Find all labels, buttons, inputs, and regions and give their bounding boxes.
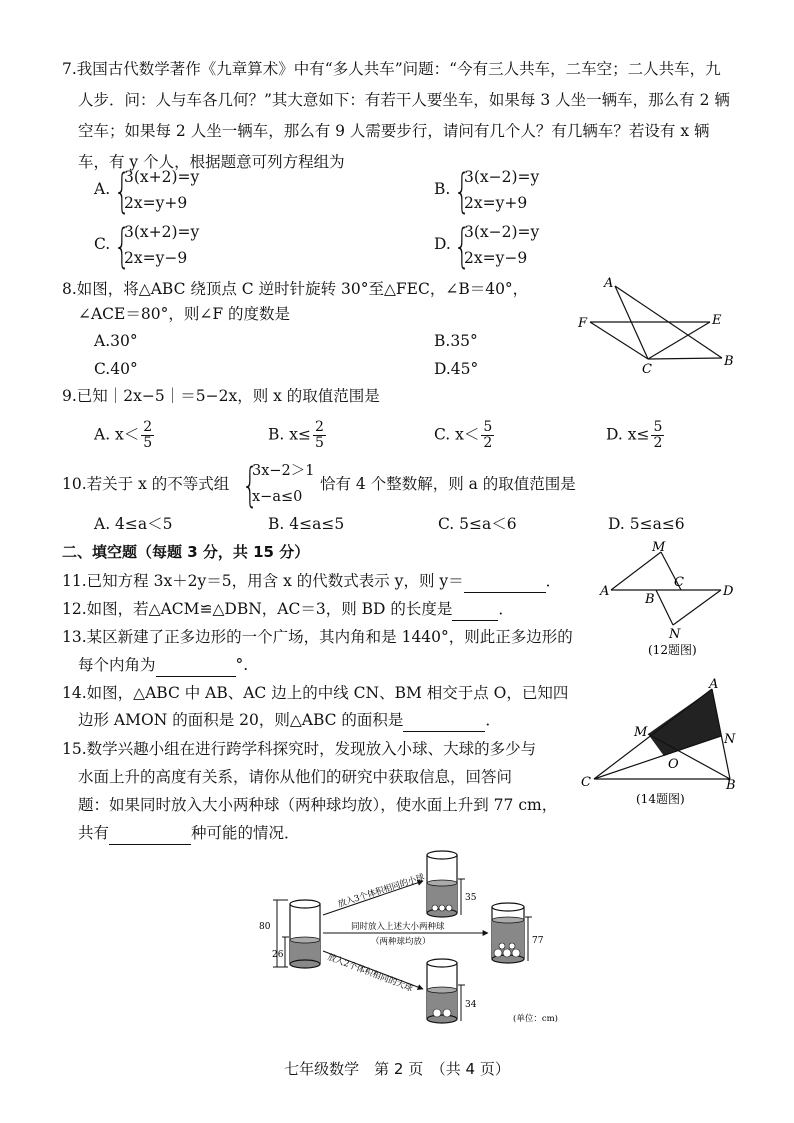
option-text: A. x＜ <box>94 425 140 444</box>
q14-caption: (14题图) <box>636 792 685 806</box>
fraction <box>481 420 494 451</box>
label-A: A <box>709 677 719 692</box>
label-F: F <box>578 316 588 331</box>
q13-line1: 13.某区新建了正多边形的一个广场，其内角和是 1440°，则此正多边形的 <box>62 628 573 646</box>
q11-text: 11.已知方程 3x＋2y＝5，用含 x 的代数式表示 y，则 y＝ <box>62 572 464 590</box>
q9-option-c <box>434 420 494 451</box>
q12-caption: (12题图) <box>648 643 697 657</box>
q10-ineq2: x−a≤0 <box>252 489 303 505</box>
label-N: N <box>669 627 681 642</box>
q7-line3: 空车；如果每 2 人坐一辆车，那么有 9 人需要步行，请问有几个人？有几辆车？若设有 x 辆 <box>78 122 710 140</box>
q11 <box>62 570 561 593</box>
numerator: 5 <box>653 419 663 435</box>
q12-end: ． <box>498 600 514 618</box>
q7-line1: 7.我国古代数学著作《九章算术》中有“多人共车”问题：“今有三人共车，二车空；二人共车，九 <box>62 60 721 78</box>
q12 <box>62 598 514 621</box>
q10-option-b: B. 4≤a≤5 <box>268 515 345 533</box>
q15-line1: 15.数学兴趣小组在进行跨学科探究时，发现放入小球、大球的多少与 <box>62 740 537 758</box>
label-C: C <box>674 575 684 590</box>
q9-option-d <box>606 420 664 451</box>
section-heading-fill-blank: 二、填空题（每题 3 分，共 15 分） <box>62 543 310 561</box>
q15-line3: 题：如果同时放入大小两种球（两种球均放），使水面上升到 77 cm， <box>78 796 558 814</box>
eq-line: 2x=y−9 <box>464 249 528 267</box>
q8-line2: ∠ACE＝80°，则∠F 的度数是 <box>78 305 290 323</box>
label-M: M <box>634 725 648 740</box>
answer-blank[interactable] <box>156 654 236 677</box>
numerator: 2 <box>143 419 153 435</box>
fraction <box>313 420 326 451</box>
label-E: E <box>712 313 722 328</box>
height-34: 34 <box>465 1000 477 1010</box>
brace-icon: { <box>454 164 471 218</box>
q15-end: 种可能的情况． <box>191 824 300 842</box>
arrow-mid-label: 同时放入上述大小两种球 <box>351 922 445 932</box>
height-80: 80 <box>259 922 271 932</box>
numerator: 2 <box>314 419 324 435</box>
q10-ineq1: 3x−2＞1 <box>252 463 315 479</box>
eq-line: 2x=y+9 <box>464 194 528 212</box>
q14-line1: 14.如图，△ABC 中 AB、AC 边上的中线 CN、BM 相交于点 O，已知四 <box>62 684 569 702</box>
label-B: B <box>726 778 736 793</box>
eq-line: 2x=y+9 <box>124 194 188 212</box>
height-35: 35 <box>465 893 477 903</box>
q8-figure <box>572 270 742 380</box>
q11-end: ． <box>545 572 562 590</box>
q9-option-a <box>94 420 154 451</box>
label-D: D <box>723 584 734 599</box>
cylinder-initial <box>259 900 320 968</box>
q13-line2 <box>78 654 248 677</box>
q9-line1: 9.已知｜2x−5｜＝5−2x，则 x 的取值范围是 <box>62 387 380 405</box>
q14-line2 <box>78 709 501 732</box>
answer-blank[interactable] <box>464 570 546 593</box>
q10-suffix: 恰有 4 个整数解，则 a 的取值范围是 <box>320 475 576 493</box>
q8-option-b: B.35° <box>434 332 478 350</box>
q12-figure <box>596 538 746 658</box>
cylinder-large-balls <box>427 959 477 1023</box>
q15-line2: 水面上升的高度有关系，请你从他们的研究中获取信息，回答问 <box>78 768 513 786</box>
brace-icon: { <box>114 164 131 218</box>
denominator: 2 <box>653 435 663 451</box>
q13-end: °. <box>235 656 249 674</box>
arrow-bottom-label: 放入2个体积相同的大球 <box>325 952 414 995</box>
label-M: M <box>652 540 666 555</box>
eq-line: 2x=y−9 <box>124 249 188 267</box>
q12-text: 12.如图，若△ACM≌△DBN，AC＝3，则 BD 的长度是 <box>62 600 453 618</box>
answer-blank[interactable] <box>109 822 191 845</box>
q10-option-a: A. 4≤a＜5 <box>94 515 173 533</box>
shaded-region <box>648 689 721 756</box>
label-C: C <box>581 775 591 790</box>
q10-prefix: 10.若关于 x 的不等式组 <box>62 475 230 493</box>
q10-option-d: D. 5≤a≤6 <box>608 515 685 533</box>
cylinder-small-balls <box>427 851 477 917</box>
eq-line: 3(x+2)=y <box>124 223 200 241</box>
unit-label: (单位：cm) <box>513 1014 558 1024</box>
label-C: C <box>642 362 652 377</box>
q8-option-c: C.40° <box>94 360 138 378</box>
q8-line1: 8.如图，将△ABC 绕顶点 C 逆时针旋转 30°至△FEC，∠B＝40°， <box>62 280 529 298</box>
brace-icon: { <box>114 219 131 273</box>
option-label: D. <box>434 235 451 253</box>
arrow-top-label: 放入3个体积相同的小球 <box>336 872 426 910</box>
arrow-mid-sublabel: （两种球均放） <box>371 937 431 947</box>
answer-blank[interactable] <box>403 709 485 732</box>
label-B: B <box>724 354 734 369</box>
denominator: 5 <box>143 435 153 451</box>
q14-text: 边形 AMON 的面积是 20，则△ABC 的面积是 <box>78 711 404 729</box>
q9-option-b <box>268 420 326 451</box>
option-label: B. <box>434 180 451 198</box>
label-O: O <box>668 757 679 772</box>
q7-line4: 车，有 y 个人，根据题意可列方程组为 <box>78 153 345 171</box>
answer-blank[interactable] <box>452 598 498 621</box>
height-77: 77 <box>532 936 544 946</box>
label-A: A <box>604 276 614 291</box>
height-26: 26 <box>272 950 284 960</box>
option-label: A. <box>94 180 111 198</box>
fraction <box>141 420 154 451</box>
denominator: 5 <box>314 435 324 451</box>
brace-icon: { <box>454 219 471 273</box>
q13-text: 每个内角为 <box>78 656 156 674</box>
option-text: D. x≤ <box>606 425 650 444</box>
label-A: A <box>600 584 610 599</box>
numerator: 5 <box>483 419 493 435</box>
eq-line: 3(x−2)=y <box>464 223 540 241</box>
option-text: C. x＜ <box>434 425 480 444</box>
brace-icon: { <box>242 458 259 512</box>
eq-line: 3(x−2)=y <box>464 168 540 186</box>
q14-figure <box>576 676 746 806</box>
q15-text: 共有 <box>78 824 110 842</box>
page-footer: 七年级数学 第 2 页 （共 4 页） <box>284 1060 510 1078</box>
q14-end: ． <box>485 711 501 729</box>
q8-option-a: A.30° <box>94 332 138 350</box>
eq-line: 3(x+2)=y <box>124 168 200 186</box>
label-N: N <box>724 732 736 747</box>
option-text: B. x≤ <box>268 425 311 444</box>
fraction <box>651 420 664 451</box>
q15-figure <box>255 845 575 1035</box>
label-B: B <box>645 592 655 607</box>
q10-option-c: C. 5≤a＜6 <box>438 515 517 533</box>
option-label: C. <box>94 235 111 253</box>
q15-line4 <box>78 822 300 845</box>
q7-line2: 人步．问：人与车各几何？”其大意如下：有若干人要坐车，如果每 3 人坐一辆车，那么有 2 辆 <box>78 91 730 109</box>
cylinder-both-balls <box>492 903 544 963</box>
denominator: 2 <box>483 435 493 451</box>
q8-option-d: D.45° <box>434 360 479 378</box>
